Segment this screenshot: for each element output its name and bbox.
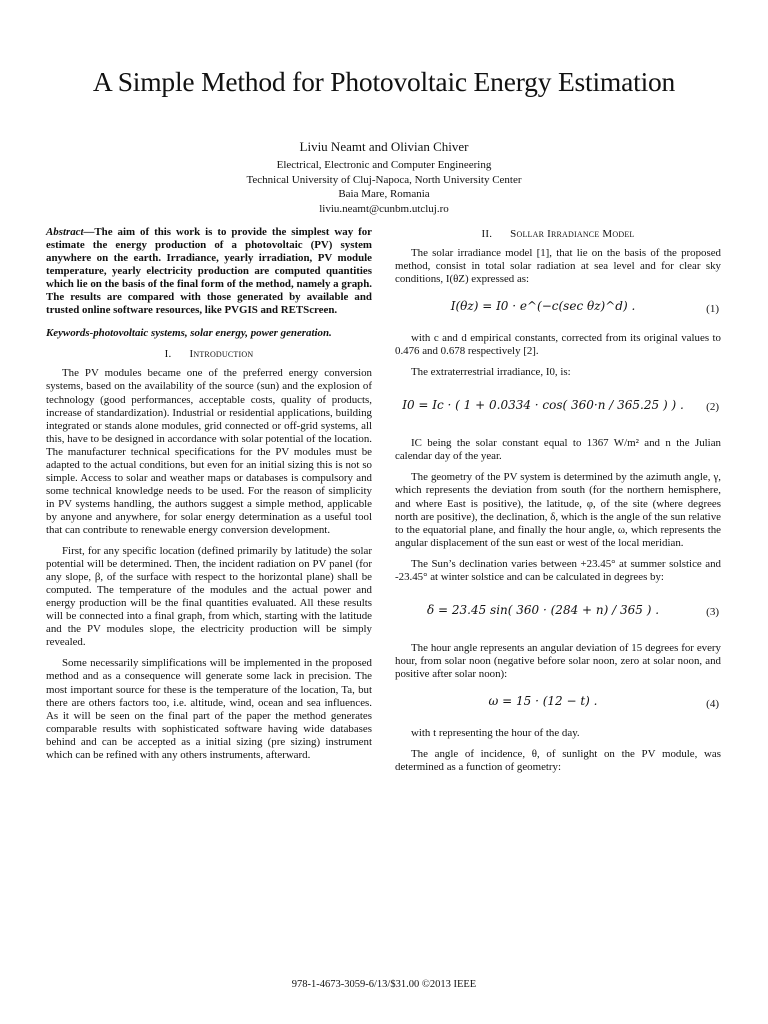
section-heading-irradiance-model [395,228,721,241]
affiliation-line: Technical University of Cluj-Napoca, North University Center [246,173,522,186]
body-paragraph: Some necessarily simplifications will be implemented in the proposed method and as a consequence will generate some lack in precision. The most important source for these is the temperature of the location, Ta, but there are others factors too, i.e. altitude, wind, ocean and sea influences. As it will be seen on the final part of the paper the method generates comparable results with sophisticated software having wide databases behind and can be accepted as a initial sizing (pre sizing) instrument which can be refined with any others instruments, afterward. [46,657,372,761]
body-paragraph: The angle of incidence, θ, of sunlight on the PV module, was determined as a function of geometry: [395,747,721,774]
equation-number: (3) [706,605,719,618]
equation-formula: I0 = Ic · ( 1 + 0.0334 · cos( 360·n / 365.25 ) ) . [402,398,684,413]
equation-number: (4) [706,697,719,710]
keywords: Keywords-photovoltaic systems, solar energy, power generation. [46,327,332,340]
abstract-label: Abstract [46,226,84,238]
affiliation-block [0,158,768,216]
section-title: Introduction [189,348,254,361]
paper-title: A Simple Method for Photovoltaic Energy Estimation [92,66,676,97]
body-paragraph: with c and d empirical constants, corrected from its original values to 0.476 and 0.678 respectively [2]. [395,332,721,358]
body-paragraph: The geometry of the PV system is determined by the azimuth angle, γ, which represents the deviation from south (for the northern hemisphere, and where East is positive), the latitude, φ, of the site (where degrees north are positive), the declination, δ, which is the angle of the sun relative to the equatorial plane, and finally the hour angle, ω, which represents the angular displacement of the sun east or west of the local meridian. [395,471,721,549]
equation-formula: ω = 15 · (12 − t) . [488,693,598,708]
body-paragraph: The Sun’s declination varies between +23.45° at summer solstice and -23.45° at winter solstice and can be calculated in degrees by: [395,557,721,583]
abstract [46,226,372,317]
body-paragraph: The hour angle represents an angular deviation of 15 degrees for every hour, from solar noon (negative before solar noon, zero at solar noon, and positive after solar noon): [395,641,721,680]
section-number: II. [481,228,493,240]
equation-number: (1) [706,303,719,316]
equation-4 [395,689,721,719]
copyright-footer: 978-1-4673-3059-6/13/$31.00 ©2013 IEEE [291,979,477,990]
body-paragraph: The solar irradiance model [1], that lie on the basis of the proposed method, consist in total solar radiation at sea level and for clear sky conditions, I(θZ) expressed as: [395,247,721,286]
left-column [46,226,372,770]
body-paragraph: with t representing the hour of the day. [411,726,580,739]
affiliation-line: Electrical, Electronic and Computer Engineering [276,159,492,171]
section-heading-introduction [46,348,372,361]
body-paragraph: First, for any specific location (defined primarily by latitude) the solar potential will be determined. Then, the incident radiation on PV panel (for any slope, β, of the surface with respect to the horizontal plane) shall be computed. The temperature of the modules and the actual power and energy production will be the final quantities evaluated. All these results will be connected into a final graph, from which, starting with the latitude and the PV modules slope, the electricity production will be simply revealed. [46,545,372,649]
equation-2 [395,387,721,429]
body-paragraph: The PV modules became one of the preferred energy conversion systems, based on the availability of the source (sun) and the explosion of technology (good performances, acceptable costs, quality of products, increase of standardization). Industrial or residential applications, building integrated or stands alone modules, grid connected or off-grid systems, all this, have to be designed in accordance with solar potential of the location. The manufacturer technical specifications for the PV modules must be adapted to the actual conditions, but even for an initial sizing this is not so simple. Access to solar and weather maps or databases is compulsory and some technical knowledge needs to be used. For the reason of simplicity in PV systems handling, the authors suggest a simple method, applicable by anyone and anywhere, for solar energy determination as a useful tool that can contribute to renewable energy conversion development. [46,367,372,536]
abstract-text: —The aim of this work is to provide the simplest way for estimate the energy production of a photovoltaic (PV) system anywhere on the earth. Irradiance, yearly irradiation, PV module temperature, yearly electricity production are computed quantities which lie on the basis of the final form of the method, namely a graph. The results are compared with those generated by available and trusted online software resources, like PVGIS and RETScreen. [46,226,372,317]
author-names: Liviu Neamt and Olivian Chiver [299,139,469,154]
equation-formula: I(θz) = I0 · e^(−c(sec θz)^d) . [450,299,636,314]
section-title: Sollar Irradiance Model [510,228,635,240]
author-email: liviu.neamt@cunbm.utcluj.ro [319,202,449,215]
body-paragraph: IC being the solar constant equal to 1367 W/m² and n the Julian calendar day of the year. [395,437,721,463]
equation-3 [395,592,721,634]
equation-1 [395,294,721,324]
body-paragraph: The extraterrestrial irradiance, I0, is: [411,366,571,379]
right-column [395,226,721,782]
equation-formula: δ = 23.45 sin( 360 · (284 + n) / 365 ) . [426,602,660,617]
equation-number: (2) [706,401,719,414]
affiliation-line: Baia Mare, Romania [338,188,430,200]
section-number: I. [164,348,172,361]
